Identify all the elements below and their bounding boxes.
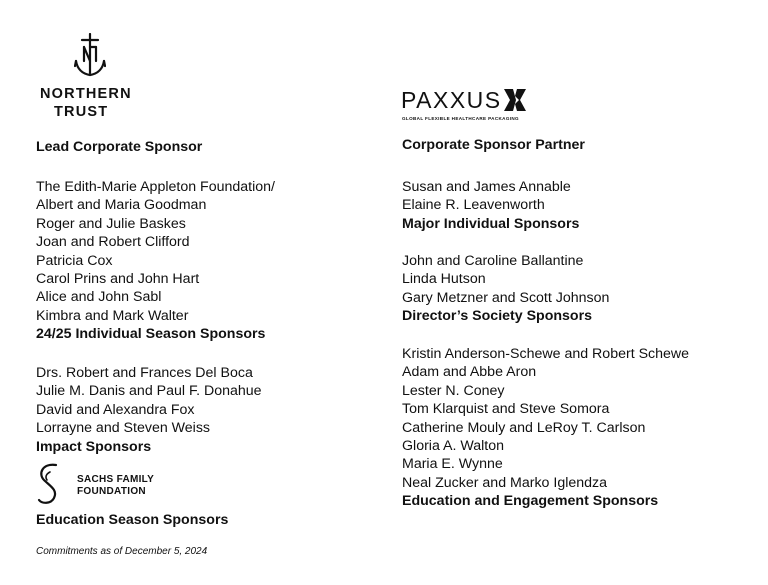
list-item: David and Alexandra Fox (36, 401, 195, 418)
paxxus-x-icon (503, 88, 527, 112)
list-item: Kimbra and Mark Walter (36, 307, 189, 324)
sachs-line-2: FOUNDATION (77, 486, 146, 497)
sachs-line-1: SACHS FAMILY (77, 474, 155, 485)
list-item: Drs. Robert and Frances Del Boca (36, 365, 253, 381)
education-engagement-sponsors-list (402, 345, 689, 511)
list-item: Adam and Abbe Aron (402, 364, 537, 381)
anchor-icon (74, 33, 106, 79)
individual-season-sponsors-list (36, 178, 275, 344)
list-item: Elaine R. Leavenworth (402, 197, 545, 214)
list-item: Lester N. Coney (402, 382, 505, 399)
logo-line-1: NORTHERN (40, 86, 132, 102)
list-item: Neal Zucker and Marko Iglendza (402, 474, 608, 491)
directors-society-sponsors-label: Director’s Society Sponsors (402, 308, 593, 325)
paxxus-tagline: GLOBAL FLEXIBLE HEALTHCARE PACKAGING (402, 116, 519, 121)
paxxus-logo (401, 87, 531, 127)
lead-sponsor-label: Lead Corporate Sponsor (36, 139, 203, 155)
list-item: Carol Prins and John Hart (36, 271, 200, 288)
list-item: Roger and Julie Baskes (36, 215, 186, 232)
list-item: Maria E. Wynne (402, 456, 503, 473)
directors-society-sponsors-list (402, 252, 609, 326)
list-item: Catherine Mouly and LeRoy T. Carlson (402, 419, 646, 436)
list-item: Lorrayne and Steven Weiss (36, 420, 211, 437)
list-item: Julie M. Danis and Paul F. Donahue (36, 383, 262, 400)
list-item: Patricia Cox (36, 252, 113, 269)
list-item: Gloria A. Walton (402, 438, 504, 455)
list-item: Tom Klarquist and Steve Somora (402, 401, 610, 418)
list-item: The Edith-Marie Appleton Foundation/ (36, 179, 275, 195)
major-individual-sponsors-label: Major Individual Sponsors (402, 215, 580, 232)
sachs-s-icon (36, 462, 60, 506)
education-engagement-sponsors-label: Education and Engagement Sponsors (402, 493, 659, 510)
list-item: Susan and James Annable (402, 179, 571, 195)
major-individual-sponsors-list (402, 178, 579, 233)
list-item: Linda Hutson (402, 271, 486, 288)
list-item: Alice and John Sabl (36, 289, 162, 306)
impact-sponsors-list (36, 364, 262, 456)
commitments-footnote: Commitments as of December 5, 2024 (36, 546, 208, 557)
list-item: John and Caroline Ballantine (402, 253, 584, 269)
logo-line-2: TRUST (54, 104, 109, 120)
corporate-sponsor-partner-label: Corporate Sponsor Partner (402, 137, 585, 153)
list-item: Joan and Robert Clifford (36, 234, 190, 251)
education-season-sponsors-label: Education Season Sponsors (36, 512, 229, 528)
northern-trust-wordmark (40, 85, 140, 121)
individual-season-sponsors-label: 24/25 Individual Season Sponsors (36, 326, 266, 343)
list-item: Gary Metzner and Scott Johnson (402, 289, 610, 306)
list-item: Albert and Maria Goodman (36, 197, 207, 214)
northern-trust-logo (40, 33, 140, 123)
impact-sponsors-label: Impact Sponsors (36, 438, 152, 455)
sachs-family-foundation-logo (36, 462, 176, 506)
sachs-wordmark (77, 474, 154, 498)
paxxus-wordmark: PAXXUS (401, 87, 502, 113)
list-item: Kristin Anderson-Schewe and Robert Schewe (402, 346, 690, 362)
